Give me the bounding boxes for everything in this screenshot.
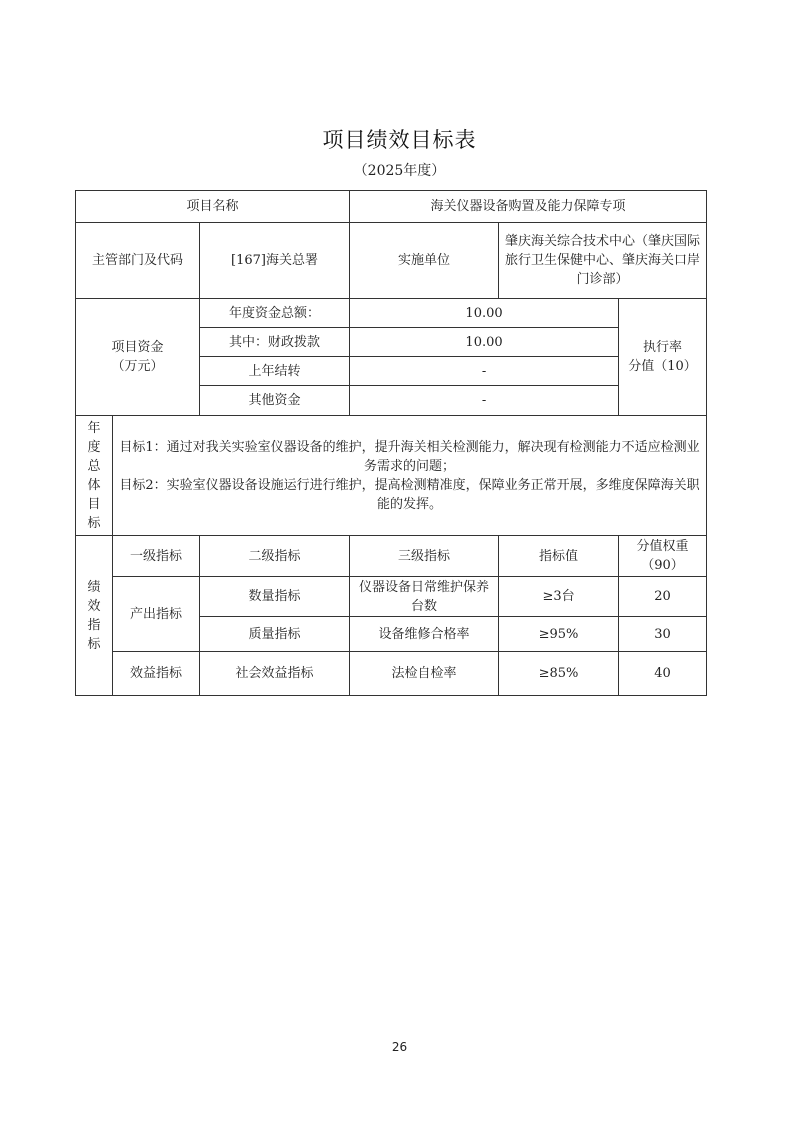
- goals-row: [76, 416, 707, 536]
- funds-label-unit: （万元）: [111, 359, 164, 374]
- indicator-value-cell: ≥95%: [499, 617, 619, 652]
- funds-label-text: 项目资金: [111, 340, 164, 355]
- rate-label: [619, 299, 707, 416]
- rate-label-line1: 执行率: [643, 340, 683, 355]
- level3-cell: 设备维修合格率: [350, 617, 499, 652]
- indicators-label: [76, 536, 113, 696]
- project-name-label: 项目名称: [76, 191, 350, 223]
- dept-label: 主管部门及代码: [76, 223, 200, 299]
- output-indicator-label: 产出指标: [113, 577, 200, 652]
- goals-content: [113, 416, 707, 536]
- benefit-indicator-label: 效益指标: [113, 652, 200, 696]
- goal-1: 目标1：通过对我关实验室仪器设备的维护，提升海关相关检测能力，解决现有检测能力不适应检测业务需求的问题；: [119, 439, 700, 474]
- indicators-label-char: 指: [87, 617, 101, 633]
- funds-row-total: [76, 299, 707, 328]
- level3-cell: 法检自检率: [350, 652, 499, 696]
- header-level2: 二级指标: [200, 536, 350, 577]
- funds-other-value: -: [350, 386, 619, 416]
- header-weight-line1: 分值权重: [636, 539, 689, 554]
- unit-value: 肇庆海关综合技术中心（肇庆国际旅行卫生保健中心、肇庆海关口岸门诊部）: [499, 223, 707, 299]
- funds-carryover-label: 上年结转: [200, 357, 350, 386]
- table-row: [76, 577, 707, 617]
- indicators-label-char: 绩: [87, 579, 101, 595]
- funds-other-label: 其他资金: [200, 386, 350, 416]
- goals-label-char: 年: [87, 420, 101, 436]
- level3-cell: 仪器设备日常维护保养台数: [350, 577, 499, 617]
- page-title: 项目绩效目标表: [322, 128, 477, 152]
- page-number: 26: [391, 1040, 408, 1054]
- table-row: [76, 652, 707, 696]
- performance-table: [75, 190, 707, 696]
- header-level1: 一级指标: [113, 536, 200, 577]
- indicator-value-cell: ≥85%: [499, 652, 619, 696]
- weight-cell: 40: [619, 652, 707, 696]
- funds-carryover-value: -: [350, 357, 619, 386]
- indicator-header-row: [76, 536, 707, 577]
- dept-value: [167]海关总署: [200, 223, 350, 299]
- level2-cell: 质量指标: [200, 617, 350, 652]
- header-weight: [619, 536, 707, 577]
- project-name-value: 海关仪器设备购置及能力保障专项: [350, 191, 707, 223]
- dept-row: [76, 223, 707, 299]
- unit-label: 实施单位: [350, 223, 499, 299]
- header-level3: 三级指标: [350, 536, 499, 577]
- funds-fiscal-value: 10.00: [350, 328, 619, 357]
- funds-total-value: 10.00: [350, 299, 619, 328]
- goals-label: [76, 416, 113, 536]
- project-name-row: [76, 191, 707, 223]
- level2-cell: 社会效益指标: [200, 652, 350, 696]
- weight-cell: 30: [619, 617, 707, 652]
- header-weight-line2: （90）: [641, 558, 684, 573]
- goals-label-char: 目: [87, 496, 101, 512]
- goals-label-char: 标: [87, 515, 101, 531]
- indicator-value-cell: ≥3台: [499, 577, 619, 617]
- page-subtitle: （2025年度）: [353, 163, 446, 179]
- weight-cell: 20: [619, 577, 707, 617]
- funds-label: [76, 299, 200, 416]
- indicators-label-char: 效: [87, 598, 101, 614]
- indicators-label-char: 标: [87, 636, 101, 652]
- goals-label-char: 体: [87, 477, 101, 493]
- goals-label-char: 总: [87, 458, 101, 474]
- funds-total-label: 年度资金总额：: [200, 299, 350, 328]
- header-value: 指标值: [499, 536, 619, 577]
- rate-label-line2: 分值（10）: [628, 359, 697, 374]
- goal-2: 目标2：实验室仪器设备设施运行进行维护，提高检测精准度，保障业务正常开展，多维度保障海关职能的发挥。: [119, 477, 700, 512]
- goals-label-char: 度: [87, 439, 101, 455]
- funds-fiscal-label: 其中：财政拨款: [200, 328, 350, 357]
- level2-cell: 数量指标: [200, 577, 350, 617]
